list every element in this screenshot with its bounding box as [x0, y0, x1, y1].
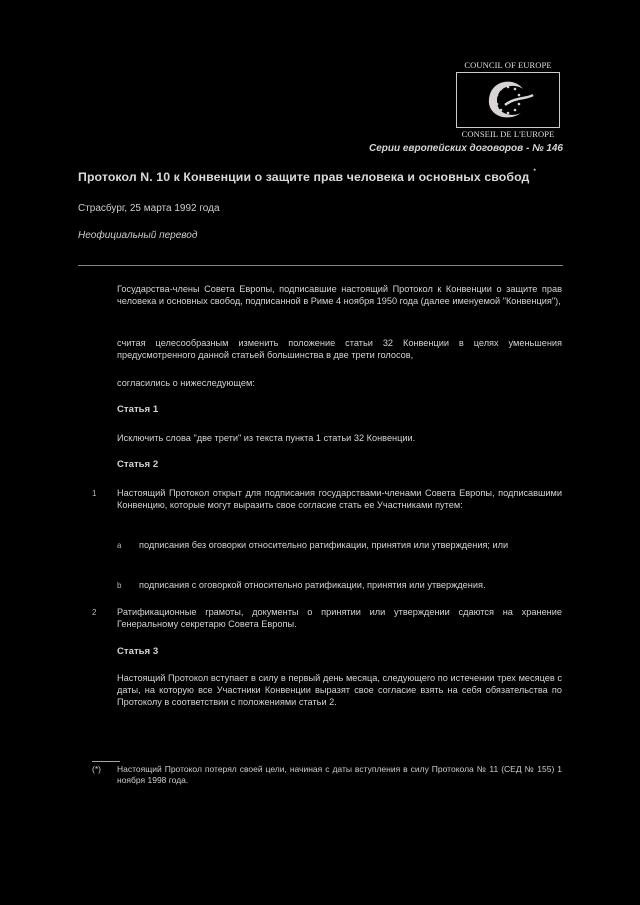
article-1-text: Исключить слова "две трети" из текста пункта 1 статьи 32 Конвенции.	[117, 433, 416, 443]
preamble-paragraph-1: Государства-члены Совета Европы, подписавшие настоящий Протокол к Конвенции о защите прав человека и основных свобод, подписанной в Риме 4 ноября 1950 года (далее именуемой "Конвенция"),	[117, 284, 562, 306]
article-2-heading: Статья 2	[117, 459, 159, 470]
logo-top-text: COUNCIL OF EUROPE	[464, 60, 552, 70]
subitem-a-label: a	[117, 541, 122, 550]
article-2-item-1-number: 1	[92, 489, 97, 498]
subitem-b-label: b	[117, 581, 122, 590]
council-of-europe-emblem-icon	[456, 72, 560, 128]
footnote-text: Настоящий Протокол потерял своей цели, начиная с даты вступления в силу Протокола № 11 (СЕД № 155) 1 ноября 1998 года.	[117, 764, 562, 785]
preamble-paragraph-3: согласились о нижеследующем:	[117, 378, 255, 388]
article-1-heading: Статья 1	[117, 404, 159, 415]
treaty-series-label: Серии европейских договоров - № 146	[368, 143, 563, 154]
preamble-paragraph-2: считая целесообразным изменить положение статьи 32 Конвенции в целях уменьшения предусмотренного данной статьей большинства в две трети голосов,	[117, 338, 562, 360]
footnote-mark: (*)	[92, 764, 101, 774]
council-of-europe-logo	[452, 60, 564, 140]
subitem-b-text: подписания с оговоркой относительно ратификации, принятия или утверждения.	[139, 580, 486, 590]
translation-note: Неофициальный перевод	[78, 230, 198, 241]
article-3-heading: Статья 3	[117, 646, 159, 657]
article-2-item-1-text: Настоящий Протокол открыт для подписания государствами-членами Совета Европы, подписавшими Конвенцию, которые могут выразить свое согласие стать ее Участниками путем:	[117, 488, 562, 510]
place-date: Страсбург, 25 марта 1992 года	[78, 203, 220, 214]
header-divider	[78, 265, 563, 266]
article-3-text: Настоящий Протокол вступает в силу в первый день месяца, следующего по истечении трех месяцев с даты, на которую все Участники Конвенции выразят свое согласие взять на себя обязательства по Протоколу в соответствии с положениями статьи 2.	[117, 673, 562, 707]
subitem-a-text: подписания без оговорки относительно ратификации, принятия или утверждения; или	[139, 540, 509, 550]
footnote-divider	[92, 761, 120, 762]
logo-bottom-text: CONSEIL DE L'EUROPE	[461, 129, 555, 139]
document-title-text: Протокол N. 10 к Конвенции о защите прав человека и основных свобод	[78, 170, 530, 184]
title-footnote-mark[interactable]: *	[533, 168, 536, 175]
document-title	[78, 170, 536, 184]
article-2-item-2-text: Ратификационные грамоты, документы о принятии или утверждении сдаются на хранение Генеральному секретарю Совета Европы.	[117, 607, 562, 629]
article-2-item-2-number: 2	[92, 608, 97, 617]
